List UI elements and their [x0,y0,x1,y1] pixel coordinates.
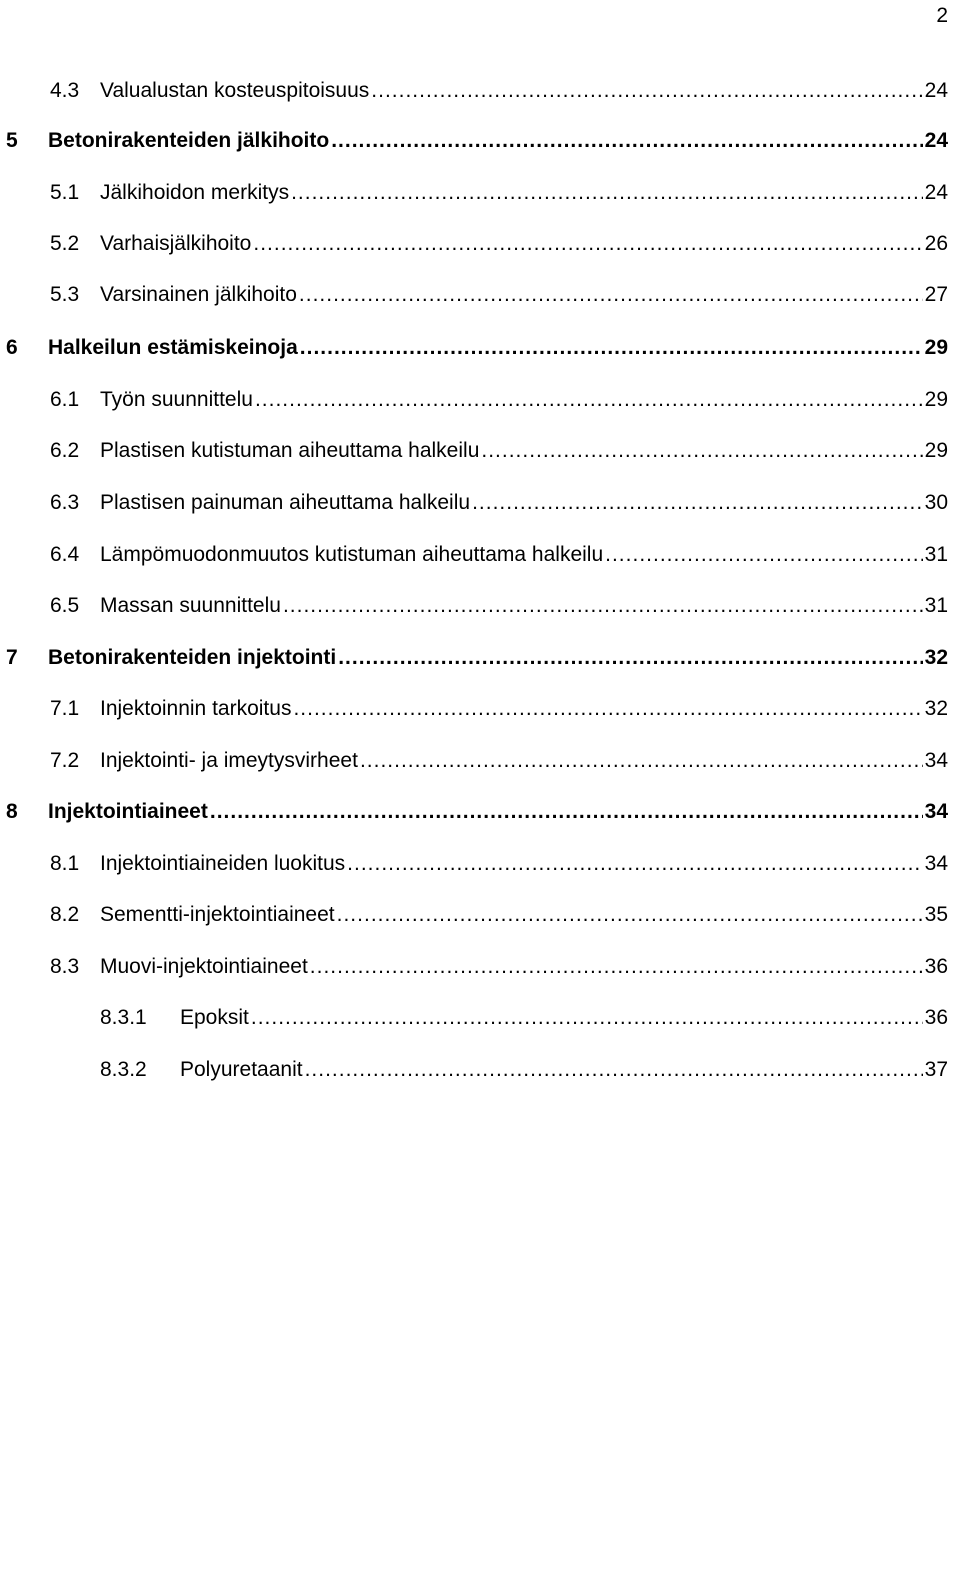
toc-leader-dots [605,542,923,568]
toc-entry-title: Injektointiaineiden luokitus [100,852,346,875]
toc-entry[interactable] [100,1055,948,1083]
toc-leader-dots [255,387,923,413]
toc-entry-title: Varhaisjälkihoito [100,232,252,255]
toc-entry-number: 7.2 [50,749,80,772]
toc-entry-page: 34 [924,852,948,875]
toc-entry[interactable] [0,333,948,361]
toc-entry-number: 6.5 [50,594,80,617]
toc-entry-page: 34 [924,749,948,772]
toc-entry-page: 27 [924,283,948,306]
toc-entry-number: 8.1 [50,852,80,875]
toc-entry-number: 8.3.2 [100,1058,147,1081]
toc-leader-dots [291,180,923,206]
page-number: 2 [936,4,948,27]
toc-entry[interactable] [50,385,948,413]
toc-entry-title: Injektointi- ja imeytysvirheet [100,749,358,772]
toc-entry[interactable] [50,540,948,568]
toc-entry-number: 6.3 [50,491,80,514]
toc-entry-page: 29 [924,388,948,411]
toc-leader-dots [338,645,922,671]
toc-leader-dots [293,696,922,722]
toc-leader-dots [337,902,923,928]
toc-entry-page: 35 [924,903,948,926]
toc-entry[interactable] [50,488,948,516]
toc-entry-page: 26 [924,232,948,255]
toc-entry-page: 24 [924,129,948,152]
toc-entry-title: Betonirakenteiden injektointi [48,646,337,669]
toc-leader-dots [472,490,923,516]
toc-entry-title: Plastisen kutistuman aiheuttama halkeilu [100,439,480,462]
toc-leader-dots [371,78,922,104]
toc-entry-page: 24 [924,79,948,102]
toc-entry-number: 5.2 [50,232,80,255]
toc-entry-page: 34 [924,800,948,823]
toc-leader-dots [310,954,923,980]
toc-entry[interactable] [50,436,948,464]
toc-leader-dots [347,851,922,877]
toc-entry-number: 8.2 [50,903,80,926]
toc-entry[interactable] [50,746,948,774]
toc-leader-dots [305,1057,923,1083]
toc-entry-title: Halkeilun estämiskeinoja [48,336,298,359]
toc-entry-title: Massan suunnittelu [100,594,281,617]
toc-entry-page: 32 [924,646,948,669]
toc-entry[interactable] [50,178,948,206]
toc-entry-title: Plastisen painuman aiheuttama halkeilu [100,491,471,514]
toc-leader-dots [331,128,922,154]
toc-leader-dots [481,438,922,464]
toc-entry-page: 32 [924,697,948,720]
toc-leader-dots [299,282,923,308]
toc-leader-dots [283,593,923,619]
toc-entry-page: 37 [924,1058,948,1081]
toc-entry-number: 6.2 [50,439,80,462]
toc-entry-page: 30 [924,491,948,514]
toc-entry[interactable] [0,643,948,671]
toc-entry-number: 6 [6,336,18,359]
toc-entry[interactable] [50,591,948,619]
toc-entry[interactable] [50,229,948,257]
toc-entry-title: Injektoinnin tarkoitus [100,697,292,720]
toc-entry[interactable] [50,694,948,722]
toc-entry-page: 31 [924,594,948,617]
toc-leader-dots [300,335,923,361]
toc-entry-page: 24 [924,181,948,204]
toc-entry-title: Varsinainen jälkihoito [100,283,297,306]
toc-entry-page: 29 [924,336,948,359]
toc-entry-title: Epoksit [180,1006,249,1029]
toc-entry-number: 6.1 [50,388,80,411]
toc-entry-page: 29 [924,439,948,462]
toc-entry-title: Jälkihoidon merkitys [100,181,290,204]
toc-entry-number: 6.4 [50,543,80,566]
toc-entry-title: Valualustan kosteuspitoisuus [100,79,370,102]
toc-entry-page: 31 [924,543,948,566]
toc-entry-title: Polyuretaanit [180,1058,303,1081]
toc-entry-number: 5 [6,129,18,152]
toc-entry-title: Betonirakenteiden jälkihoito [48,129,330,152]
toc-entry-number: 7 [6,646,18,669]
toc-entry-title: Työn suunnittelu [100,388,253,411]
toc-entry-title: Injektointiaineet [48,800,208,823]
toc-leader-dots [251,1005,923,1031]
toc-entry-number: 4.3 [50,79,80,102]
toc-entry-number: 8 [6,800,18,823]
toc-entry-number: 8.3.1 [100,1006,147,1029]
toc-leader-dots [210,799,923,825]
toc-entry[interactable] [100,1003,948,1031]
toc-entry-number: 5.3 [50,283,80,306]
toc-entry[interactable] [50,76,948,104]
toc-entry-number: 5.1 [50,181,80,204]
toc-entry-page: 36 [924,955,948,978]
toc-entry[interactable] [0,797,948,825]
toc-leader-dots [360,748,923,774]
toc-entry[interactable] [0,126,948,154]
toc-entry[interactable] [50,900,948,928]
toc-entry-title: Lämpömuodonmuutos kutistuman aiheuttama halkeilu [100,543,604,566]
toc-entry-title: Muovi-injektointiaineet [100,955,308,978]
toc-entry-title: Sementti-injektointiaineet [100,903,335,926]
toc-entry-number: 8.3 [50,955,80,978]
toc-entry[interactable] [50,952,948,980]
toc-entry-page: 36 [924,1006,948,1029]
toc-entry[interactable] [50,849,948,877]
toc-entry[interactable] [50,280,948,308]
toc-entry-number: 7.1 [50,697,80,720]
toc-leader-dots [253,231,922,257]
